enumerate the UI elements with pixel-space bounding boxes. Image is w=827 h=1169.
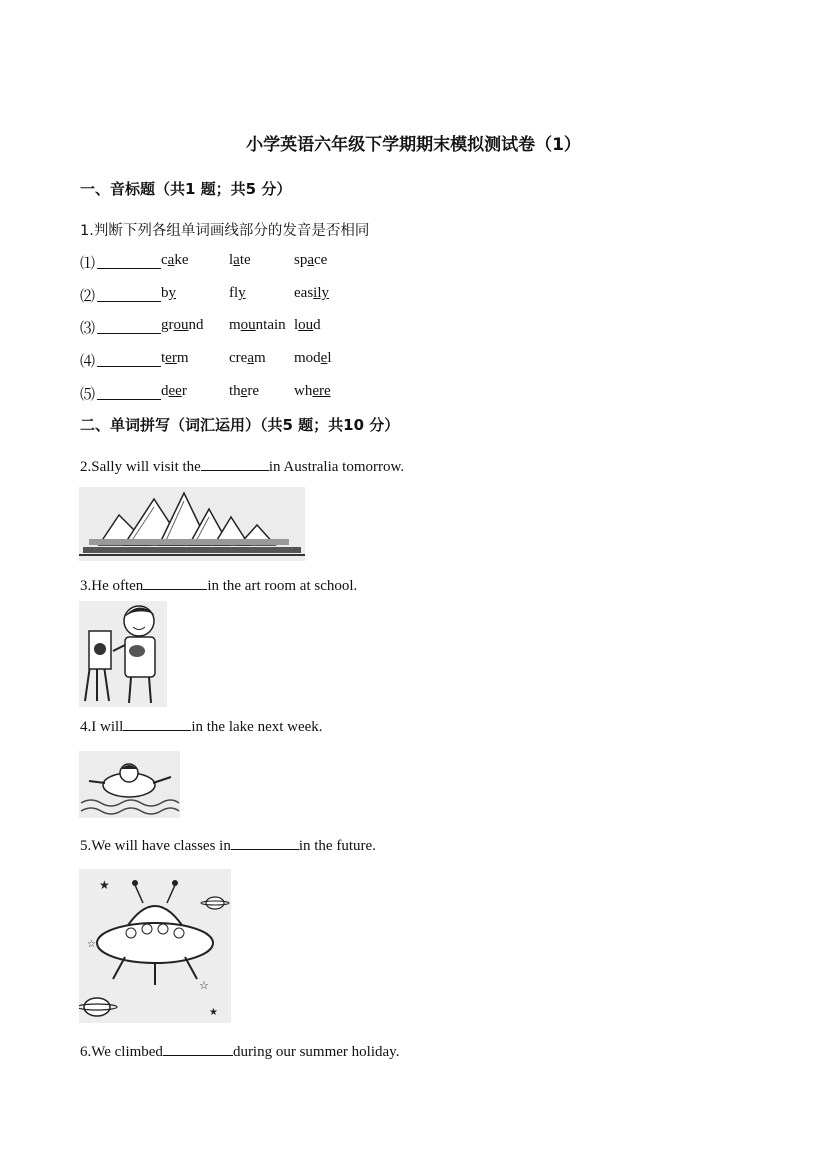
question-text-before: He often <box>91 578 144 594</box>
question-number: 3. <box>80 578 92 594</box>
answer-blank[interactable] <box>163 1041 233 1056</box>
underlined-part: y <box>168 285 176 301</box>
row-number: ⑸ <box>80 385 96 403</box>
svg-text:☆: ☆ <box>87 939 96 950</box>
word <box>294 285 329 302</box>
question-number: 4. <box>80 719 92 735</box>
word-part: l <box>229 252 234 268</box>
underlined-part: e <box>240 383 248 399</box>
question-number: 6. <box>80 1044 92 1060</box>
underlined-part: ee <box>168 383 182 399</box>
word <box>294 252 327 269</box>
svg-text:★: ★ <box>209 1007 218 1018</box>
word-part: re <box>247 383 259 399</box>
word-part: eas <box>294 285 314 301</box>
section-heading-phonetics: 一、音标题（共1 题；共5 分） <box>80 180 292 198</box>
question-number: 1. <box>80 223 94 239</box>
word-part: th <box>229 383 241 399</box>
boy-painting-image <box>79 601 167 707</box>
question-1-prompt <box>80 219 369 240</box>
underlined-part: ou <box>240 317 256 333</box>
word-part: te <box>239 252 251 268</box>
word <box>229 350 266 367</box>
question-text: 判断下列各组单词画线部分的发音是否相同 <box>93 223 370 239</box>
question-text-before: We climbed <box>91 1044 163 1060</box>
word-part: wh <box>294 383 313 399</box>
word-part: b <box>161 285 169 301</box>
underlined-part: er <box>165 350 177 366</box>
word-part: cre <box>229 350 248 366</box>
word <box>229 317 286 334</box>
word-part: ntain <box>255 317 286 333</box>
word-part: mod <box>294 350 321 366</box>
word-part: m <box>176 350 189 366</box>
question-5 <box>80 835 376 855</box>
word <box>294 383 331 400</box>
word-part: nd <box>188 317 204 333</box>
word <box>229 285 246 302</box>
answer-blank[interactable] <box>201 456 269 471</box>
underlined-part: ere <box>312 383 331 399</box>
question-2 <box>80 456 404 476</box>
underlined-part: a <box>233 252 240 268</box>
word-part: c <box>161 252 168 268</box>
row-number: ⑷ <box>80 352 96 370</box>
underlined-part: e <box>320 350 328 366</box>
answer-blank[interactable] <box>143 575 207 590</box>
question-4 <box>80 716 323 736</box>
word <box>294 350 332 367</box>
svg-text:☆: ☆ <box>199 980 209 992</box>
underlined-part: a <box>167 252 175 268</box>
row-number: ⑵ <box>80 287 96 305</box>
answer-blank[interactable] <box>97 352 161 367</box>
word <box>161 285 176 302</box>
word-part: t <box>161 350 166 366</box>
word-part: d <box>161 383 169 399</box>
word-part: m <box>229 317 241 333</box>
word-part: gr <box>161 317 174 333</box>
underlined-part: ily <box>313 285 329 301</box>
word-part: fl <box>229 285 239 301</box>
word-part: l <box>327 350 332 366</box>
question-6 <box>80 1041 399 1061</box>
word <box>161 383 187 400</box>
question-number: 2. <box>80 459 92 475</box>
question-text-before: I will <box>91 719 124 735</box>
spaceship-image <box>79 869 231 1023</box>
answer-blank[interactable] <box>97 287 161 302</box>
word <box>161 252 189 269</box>
question-3 <box>80 575 357 595</box>
word-part: r <box>181 383 187 399</box>
question-text-after: in the lake next week. <box>191 719 323 735</box>
answer-blank[interactable] <box>231 835 299 850</box>
page-title: 小学英语六年级下学期期末模拟测试卷（1） <box>246 135 581 155</box>
word-part: ce <box>314 252 328 268</box>
answer-blank[interactable] <box>97 254 161 269</box>
underlined-part: a <box>247 350 254 366</box>
svg-text:★: ★ <box>99 878 110 892</box>
row-number: ⑶ <box>80 319 96 337</box>
question-text-after: in the future. <box>298 838 376 854</box>
question-text-before: We will have classes in <box>91 838 231 854</box>
word <box>161 317 204 334</box>
word-part: l <box>294 317 299 333</box>
section-heading-spelling: 二、单词拼写（词汇运用）（共5 题；共10 分） <box>80 416 400 434</box>
question-number: 5. <box>80 838 92 854</box>
boy-swimming-image <box>79 751 180 818</box>
question-text-after: during our summer holiday. <box>232 1044 400 1060</box>
word <box>229 252 251 269</box>
word-part: m <box>253 350 266 366</box>
underlined-part: ou <box>298 317 314 333</box>
word-part: ke <box>174 252 189 268</box>
word-part: sp <box>294 252 308 268</box>
underlined-part: a <box>307 252 315 268</box>
row-number: ⑴ <box>80 254 96 272</box>
word <box>161 350 189 367</box>
word <box>294 317 321 334</box>
question-text-after: in the art room at school. <box>207 578 358 594</box>
sydney-opera-house-image <box>79 487 305 561</box>
answer-blank[interactable] <box>97 385 161 400</box>
underlined-part: ou <box>173 317 189 333</box>
answer-blank[interactable] <box>97 319 161 334</box>
question-text-before: Sally will visit the <box>91 459 201 475</box>
question-text-after: in Australia tomorrow. <box>268 459 405 475</box>
word <box>229 383 259 400</box>
word-part: d <box>313 317 321 333</box>
underlined-part: y <box>238 285 246 301</box>
answer-blank[interactable] <box>123 716 191 731</box>
